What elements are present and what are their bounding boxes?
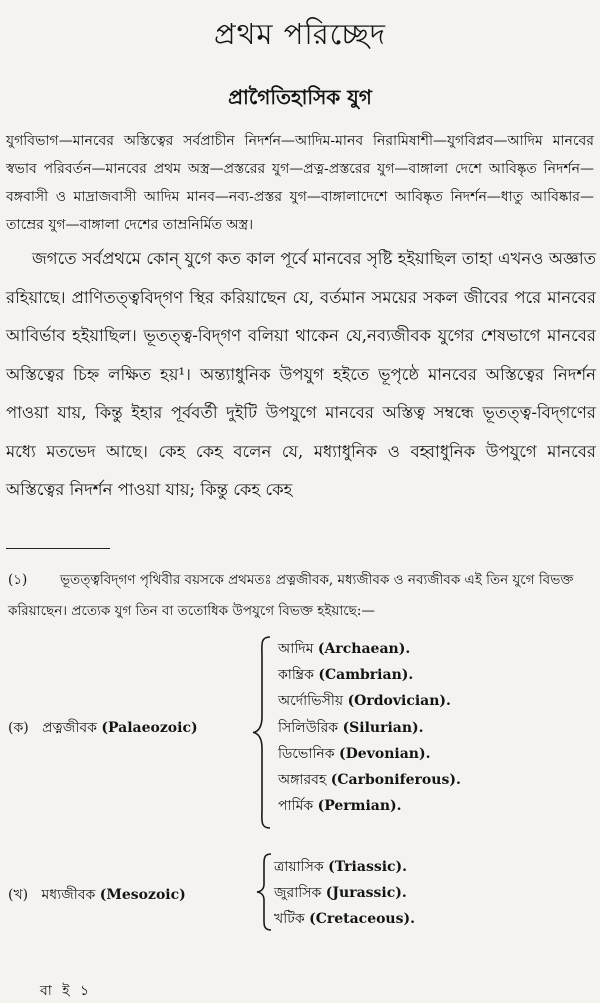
era-name: প্রত্নজীবক: [42, 720, 97, 736]
period-item: পার্মিক (Permian).: [278, 798, 402, 815]
period-item: আদিম (Archaean).: [278, 641, 411, 657]
chapter-summary: যুগবিভাগ—মানবের অস্তিত্বের সর্বপ্রাচীন নিদর্শন—আদিম-মানব নিরামিষাশী—যুগবিপ্লব—আদিম মানবের স্বভাব পরিবর্তন—মানবের প্রথম অস্ত্র—প্রস্তরের যুগ—প্রত্ন-প্রস্তরের যুগ—বাঙ্গালা দেশে আবিষ্কৃত নিদর্শন—বঙ্গবাসী ও মাদ্রাজবাসী আদিম মানব—নব্য-প্রস্তর যুগ—বাঙ্গালাদেশে আবিষ্কৃত নিদর্শন—ধাতু আবিষ্কার—তাম্রের যুগ—বাঙ্গালা দেশের তাম্রনির্মিত অস্ত্র।: [6, 133, 594, 233]
body-paragraph-text: জগতে সর্বপ্রথমে কোন্ যুগে কত কাল পূর্বে মানবের সৃষ্টি হইয়াছিল তাহা এখনও অজ্ঞাত রহিয়াছে। প্রাণিতত্ত্ববিদ্‌গণ স্থির করিয়াছেন যে, বর্তমান সময়ের সকল জীবের পরে মানবের আবির্ভাব হইয়াছিল। ভূতত্ত্ব-বিদ্‌গণ বলিয়া থাকেন যে,নব্যজীবক যুগের শেষভাগে মানবের অস্তিত্বের চিহ্ন লক্ষিত হয়¹। অন্ত্যাধুনিক উপযুগ হইতে ভূপৃষ্ঠে মানবের অস্তিত্বের নিদর্শন পাওয়া যায়, কিন্তু ইহার পূর্ববর্তী দুইটি উপযুগে মানবের অস্তিত্ব সম্বন্ধে ভূতত্ত্ব-বিদ্‌গণের মধ্যে মতভেদ আছে। কেহ কেহ বলেন যে, মধ্যাধুনিক ও বহ্বাধুনিক উপযুগে মানবের অস্তিত্বের নিদর্শন পাওয়া যায়; কিন্তু কেহ কেহ: [6, 249, 596, 499]
era-mesozoic-label: [8, 883, 186, 907]
footnote-marker: (১): [8, 572, 28, 588]
period-item: সিলিউরিক (Silurian).: [278, 719, 424, 736]
period-item: কাম্ব্রিক (Cambrian).: [278, 667, 414, 684]
body-paragraph: [6, 240, 596, 510]
era-latin-name: (Mesozoic): [99, 887, 186, 903]
curly-brace-icon: [250, 635, 274, 830]
period-item: খটিক (Cretaceous).: [274, 911, 415, 928]
footnote-text: ভূতত্ত্ববিদ্‌গণ পৃথিবীর বয়সকে প্রথমতঃ প্রত্নজীবক, মধ্যজীবক ও নব্যজীবক এই তিন যুগে বিভক্ত করিয়াছেন। প্রত্যেক যুগ তিন বা ততোধিক উপযুগে বিভক্ত হইয়াছে:—: [8, 572, 574, 619]
mesozoic-period-list: [274, 854, 415, 933]
period-item: ত্রায়াসিক (Triassic).: [274, 859, 408, 875]
curly-brace-icon: [254, 852, 274, 932]
period-item: ডিভোনিক (Devonian).: [278, 745, 431, 762]
period-item: জুরাসিক (Jurassic).: [274, 885, 407, 902]
page-signature: বা ই ১: [40, 983, 93, 999]
era-latin-name: (Palaeozoic): [101, 720, 198, 736]
footnote-divider: [6, 548, 110, 549]
palaeozoic-period-list: [278, 636, 461, 819]
era-marker: (খ): [8, 887, 29, 903]
chapter-title: প্রথম পরিচ্ছেদ: [213, 17, 387, 51]
era-palaeozoic-label: [8, 716, 198, 740]
era-marker: (ক): [8, 720, 29, 736]
section-title: প্রাগৈতিহাসিক যুগ: [228, 85, 372, 109]
period-item: অর্দোভিসীয় (Ordovician).: [278, 693, 451, 710]
period-item: অঙ্গারবহ (Carboniferous).: [278, 772, 461, 789]
era-name: মধ্যজীবক: [41, 887, 96, 903]
footnote: [8, 565, 596, 627]
